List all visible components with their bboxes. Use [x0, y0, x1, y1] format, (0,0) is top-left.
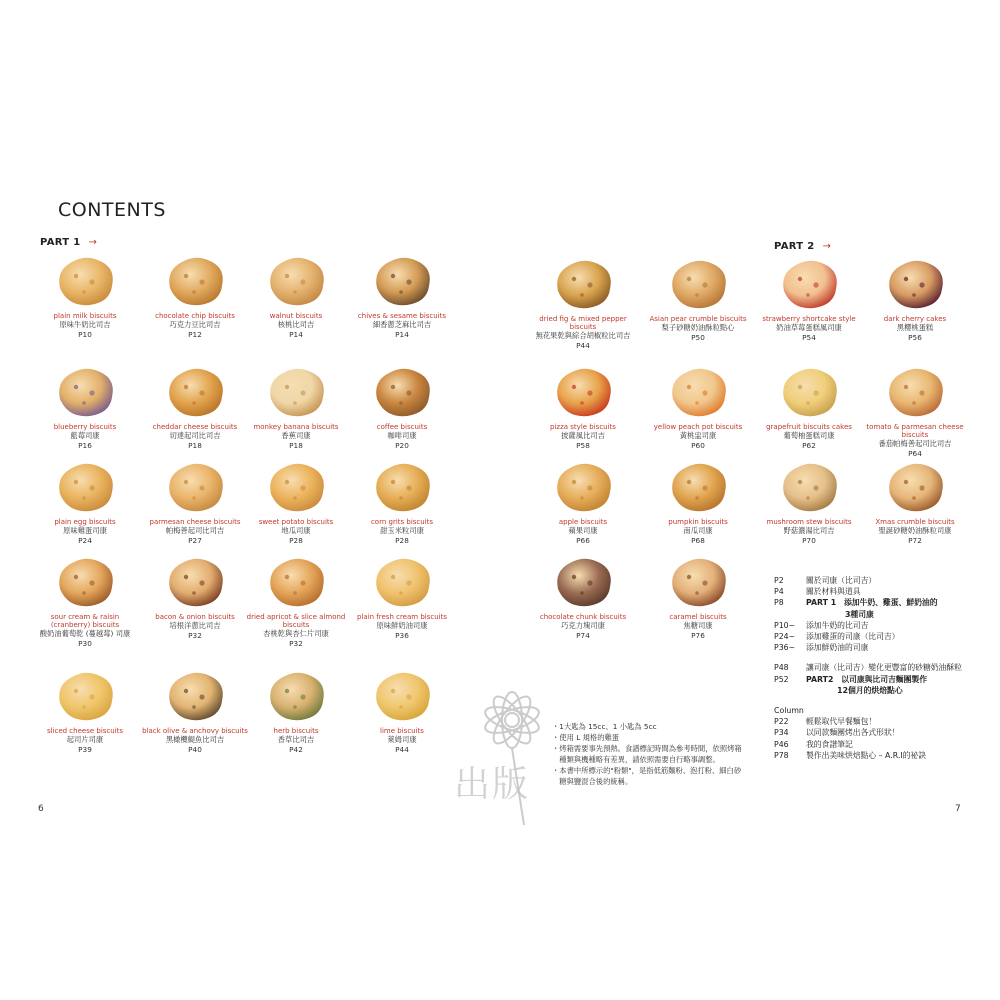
index-page-ref: P10~: [774, 620, 796, 630]
index-row[interactable]: [774, 575, 974, 586]
biscuit-photo: [367, 363, 437, 421]
arrow-right-icon: →: [88, 237, 98, 248]
index-page-ref: P36~: [774, 643, 796, 653]
item-page-number: P66: [576, 536, 590, 545]
biscuit-photo: [160, 363, 230, 421]
index-row[interactable]: [774, 586, 974, 597]
contents-item[interactable]: [528, 553, 638, 641]
item-english-name: dried fig & mixed pepper biscuits: [539, 315, 627, 331]
item-english-name: pumpkin biscuits: [668, 518, 728, 526]
item-english-name: strawberry shortcake style: [762, 315, 856, 323]
item-english-name: plain egg biscuits: [54, 518, 116, 526]
index-row[interactable]: [774, 597, 974, 608]
biscuit-photo: [160, 553, 230, 611]
item-page-number: P32: [188, 631, 202, 640]
index-page-ref: P22: [774, 717, 789, 727]
item-page-number: P76: [691, 631, 705, 640]
item-english-name: corn grits biscuits: [370, 518, 434, 526]
item-english-name: sweet potato biscuits: [258, 518, 334, 526]
biscuit-photo: [261, 458, 331, 516]
index-row[interactable]: [774, 609, 974, 620]
item-page-number: P64: [908, 449, 922, 458]
item-english-name: sliced cheese biscuits: [46, 727, 124, 735]
item-chinese-name: 番茄帕梅善起司比司吉: [878, 439, 952, 448]
item-page-number: P28: [289, 536, 303, 545]
item-english-name: chives & sesame biscuits: [357, 312, 447, 320]
index-spacer: [774, 696, 974, 705]
biscuit-photo: [663, 255, 733, 313]
item-english-name: plain fresh cream biscuits: [357, 613, 447, 621]
item-page-number: P12: [188, 330, 202, 339]
item-page-number: P72: [908, 536, 922, 545]
item-page-number: P62: [802, 441, 816, 450]
item-chinese-name: 杏桃乾與杏仁片司康: [263, 629, 329, 638]
index-title: 輕鬆取代早餐麵包！: [806, 717, 877, 727]
contents-item[interactable]: [528, 363, 638, 451]
contents-item[interactable]: [241, 363, 351, 451]
index-page-ref: P52: [774, 674, 789, 684]
index-page-ref: [774, 685, 806, 696]
item-page-number: P32: [289, 639, 303, 648]
index-spacer: [774, 653, 974, 662]
contents-item[interactable]: [643, 458, 753, 546]
contents-item[interactable]: [860, 255, 970, 343]
item-english-name: black olive & anchovy biscuits: [142, 727, 248, 735]
biscuit-photo: [774, 363, 844, 421]
item-page-number: P56: [908, 333, 922, 342]
biscuit-photo: [774, 255, 844, 313]
item-english-name: parmesan cheese biscuits: [149, 518, 241, 526]
index-row[interactable]: [774, 716, 974, 727]
index-title: 製作出美味烘焙點心 – A.R.I的祕訣: [806, 750, 927, 760]
contents-item[interactable]: [347, 667, 457, 755]
index-title: 我的食譜筆記: [806, 739, 853, 749]
item-chinese-name: 起司片司康: [66, 735, 104, 744]
item-chinese-name: 黃桃盅司康: [679, 431, 717, 440]
index-row[interactable]: [774, 750, 974, 761]
index-page-ref: P2: [774, 576, 784, 585]
item-chinese-name: 地瓜司康: [281, 526, 311, 535]
item-english-name: yellow peach pot biscuits: [653, 423, 743, 431]
item-chinese-name: 原味牛奶比司吉: [59, 320, 111, 329]
item-english-name: chocolate chunk biscuits: [539, 613, 627, 621]
contents-item[interactable]: [30, 553, 140, 649]
item-chinese-name: 原味鮮奶油司康: [376, 621, 428, 630]
index-page-ref: P78: [774, 750, 789, 760]
item-english-name: walnut biscuits: [269, 312, 323, 320]
index-page-ref: P34: [774, 728, 789, 738]
item-chinese-name: 焦糖司康: [683, 621, 713, 630]
item-chinese-name: 蘋果司康: [568, 526, 598, 535]
item-chinese-name: 甜玉米粒司康: [380, 526, 424, 535]
note-line: 糖與鹽混合後的統稱。: [552, 777, 633, 786]
page-number-left: 6: [38, 804, 44, 814]
item-chinese-name: 野菇濃湯比司吉: [783, 526, 835, 535]
item-page-number: P42: [289, 745, 303, 754]
arrow-right-icon: →: [822, 241, 832, 252]
item-page-number: P40: [188, 745, 202, 754]
item-chinese-name: 無花果乾與綜合胡椒粒比司吉: [535, 331, 631, 340]
index-title: PART2 以司康與比司吉麵團製作: [806, 674, 927, 684]
contents-item[interactable]: [140, 458, 250, 546]
index-page-ref: Column: [774, 706, 804, 716]
index-row[interactable]: [774, 685, 974, 696]
contents-item[interactable]: [140, 252, 250, 340]
contents-item[interactable]: [241, 553, 351, 649]
item-page-number: P36: [395, 631, 409, 640]
index-page-ref: P46: [774, 739, 789, 749]
biscuit-photo: [50, 667, 120, 725]
item-page-number: P14: [395, 330, 409, 339]
biscuit-photo: [160, 252, 230, 310]
index-row[interactable]: [774, 674, 974, 685]
index-title: 添加雞蛋的司康（比司吉）: [806, 632, 900, 642]
page-number-right: 7: [955, 804, 961, 814]
index-title: 3種司康: [806, 609, 874, 619]
item-chinese-name: 切達起司比司吉: [169, 431, 221, 440]
index-row[interactable]: [774, 631, 974, 642]
biscuit-photo: [367, 252, 437, 310]
contents-item[interactable]: [754, 363, 864, 451]
item-english-name: plain milk biscuits: [53, 312, 117, 320]
item-english-name: bacon & onion biscuits: [155, 613, 235, 621]
item-page-number: P14: [289, 330, 303, 339]
item-page-number: P44: [395, 745, 409, 754]
item-english-name: mushroom stew biscuits: [766, 518, 852, 526]
note-line: ・烤箱需要事先預熱。食譜標記時間為參考時間，依照烤箱: [552, 744, 742, 753]
item-chinese-name: 原味雞蛋司康: [63, 526, 107, 535]
item-page-number: P18: [188, 441, 202, 450]
index-title: [804, 705, 974, 716]
index-title: 關於司康（比司吉）: [806, 576, 877, 585]
biscuit-photo: [548, 553, 618, 611]
index-row[interactable]: [774, 620, 974, 631]
publisher-watermark: 出版: [454, 764, 531, 805]
biscuit-photo: [367, 458, 437, 516]
item-english-name: apple biscuits: [558, 518, 608, 526]
contents-item[interactable]: [140, 667, 250, 755]
item-page-number: P20: [395, 441, 409, 450]
contents-item[interactable]: [30, 363, 140, 451]
page-title: CONTENTS: [58, 199, 166, 221]
contents-item[interactable]: [860, 363, 970, 459]
item-page-number: P70: [802, 536, 816, 545]
part2-heading: PART 2 →: [774, 241, 832, 252]
index-title: 關於材料與道具: [806, 587, 861, 597]
item-english-name: blueberry biscuits: [53, 423, 117, 431]
item-english-name: pizza style biscuits: [550, 423, 616, 431]
item-chinese-name: 帕梅善起司比司吉: [165, 526, 225, 535]
item-english-name: monkey banana biscuits: [253, 423, 339, 431]
index-title: 讓司康（比司吉）變化更豐富的砂糖奶油酥粒: [806, 663, 962, 673]
contents-item[interactable]: [30, 458, 140, 546]
item-page-number: P54: [802, 333, 816, 342]
item-page-number: P28: [395, 536, 409, 545]
item-page-number: P16: [78, 441, 92, 450]
item-chinese-name: 核桃比司吉: [277, 320, 315, 329]
index-row[interactable]: [774, 705, 974, 716]
contents-item[interactable]: [140, 363, 250, 451]
item-chinese-name: 萊姆司康: [387, 735, 417, 744]
item-chinese-name: 香草比司吉: [277, 735, 315, 744]
biscuit-photo: [663, 458, 733, 516]
item-english-name: sour cream & raisin (cranberry) biscuits: [50, 613, 120, 629]
note-line: ・1大匙為 15cc、1 小匙為 5cc: [552, 722, 657, 731]
item-english-name: lime biscuits: [380, 727, 424, 735]
biscuit-photo: [160, 667, 230, 725]
item-english-name: cheddar cheese biscuits: [152, 423, 238, 431]
contents-item[interactable]: [30, 667, 140, 755]
biscuit-photo: [367, 667, 437, 725]
item-page-number: P39: [78, 745, 92, 754]
contents-item[interactable]: [140, 553, 250, 641]
item-english-name: herb biscuits: [273, 727, 319, 735]
item-english-name: caramel biscuits: [669, 613, 727, 621]
contents-item[interactable]: [528, 255, 638, 351]
biscuit-photo: [50, 363, 120, 421]
note-line: ・使用 L 規格的雞蛋: [552, 733, 620, 742]
contents-item[interactable]: [347, 252, 457, 340]
item-page-number: P30: [78, 639, 92, 648]
biscuit-photo: [261, 553, 331, 611]
contents-item[interactable]: [528, 458, 638, 546]
index-page-ref: [774, 609, 806, 620]
biscuit-photo: [880, 458, 950, 516]
item-page-number: P60: [691, 441, 705, 450]
contents-item[interactable]: [30, 252, 140, 340]
contents-item[interactable]: [241, 667, 351, 755]
contents-item[interactable]: [347, 458, 457, 546]
item-chinese-name: 黑橄欖鯷魚比司吉: [165, 735, 225, 744]
biscuit-photo: [548, 458, 618, 516]
index-title: 添加牛奶的比司吉: [806, 620, 869, 630]
index-title: 12個月的烘焙點心: [806, 685, 903, 695]
biscuit-photo: [261, 252, 331, 310]
item-page-number: P58: [576, 441, 590, 450]
contents-item[interactable]: [860, 458, 970, 546]
contents-item[interactable]: [643, 255, 753, 343]
item-chinese-name: 細香蔥芝麻比司吉: [372, 320, 432, 329]
biscuit-photo: [261, 667, 331, 725]
item-page-number: P74: [576, 631, 590, 640]
contents-item[interactable]: [241, 458, 351, 546]
biscuit-photo: [50, 458, 120, 516]
index-list: [774, 575, 974, 761]
biscuit-photo: [663, 363, 733, 421]
item-chinese-name: 聖誕砂糖奶油酥粒司康: [878, 526, 952, 535]
index-row[interactable]: [774, 662, 974, 673]
index-title: PART 1 添加牛奶、雞蛋、鮮奶油的: [806, 598, 938, 608]
index-page-ref: P24~: [774, 632, 796, 642]
biscuit-photo: [50, 252, 120, 310]
item-chinese-name: 黑櫻桃蛋糕: [896, 323, 934, 332]
biscuit-photo: [367, 553, 437, 611]
index-page-ref: P48: [774, 663, 789, 673]
index-row[interactable]: [774, 642, 974, 653]
item-english-name: dried apricot & slice almond biscuits: [246, 613, 346, 629]
biscuit-photo: [548, 255, 618, 313]
item-chinese-name: 奶油草莓蛋糕風司康: [776, 323, 842, 332]
biscuit-photo: [663, 553, 733, 611]
contents-item[interactable]: [241, 252, 351, 340]
contents-item[interactable]: [754, 458, 864, 546]
item-page-number: P24: [78, 536, 92, 545]
item-chinese-name: 巧克力豆比司吉: [169, 320, 221, 329]
biscuit-photo: [548, 363, 618, 421]
contents-item[interactable]: [347, 553, 457, 641]
item-page-number: P10: [78, 330, 92, 339]
note-line: ・本書中所標示的"粉類"，是指低筋麵粉、泡打粉、細白砂: [552, 766, 742, 775]
item-chinese-name: 培根洋蔥比司吉: [169, 621, 221, 630]
biscuit-photo: [774, 458, 844, 516]
biscuit-photo: [261, 363, 331, 421]
item-chinese-name: 梨子砂糖奶油酥粒點心: [661, 323, 735, 332]
item-page-number: P27: [188, 536, 202, 545]
item-english-name: chocolate chip biscuits: [155, 312, 235, 320]
item-chinese-name: 藍莓司康: [70, 431, 100, 440]
biscuit-photo: [160, 458, 230, 516]
item-chinese-name: 酸奶油葡萄乾 (蔓越莓) 司康: [39, 629, 131, 638]
item-page-number: P50: [691, 333, 705, 342]
biscuit-photo: [880, 363, 950, 421]
item-chinese-name: 香蕉司康: [281, 431, 311, 440]
item-page-number: P44: [576, 341, 590, 350]
item-chinese-name: 咖啡司康: [387, 431, 417, 440]
item-page-number: P18: [289, 441, 303, 450]
notes-block: [552, 721, 762, 787]
biscuit-photo: [50, 553, 120, 611]
item-english-name: dark cherry cakes: [883, 315, 947, 323]
item-chinese-name: 南瓜司康: [683, 526, 713, 535]
index-page-ref: P8: [774, 598, 784, 608]
contents-item[interactable]: [643, 553, 753, 641]
biscuit-photo: [880, 255, 950, 313]
contents-item[interactable]: [347, 363, 457, 451]
contents-item[interactable]: [754, 255, 864, 343]
note-line: 種類與機種略有差異，請依照需要自行略事調整。: [552, 755, 720, 764]
item-english-name: Xmas crumble biscuits: [875, 518, 955, 526]
index-title: 以同款麵團烤出各式形狀！: [806, 728, 900, 738]
item-chinese-name: 披薩風比司吉: [561, 431, 605, 440]
part1-heading: PART 1 →: [40, 237, 98, 248]
item-english-name: grapefruit biscuits cakes: [766, 423, 852, 431]
item-chinese-name: 葡萄柚蛋糕司康: [783, 431, 835, 440]
item-english-name: Asian pear crumble biscuits: [649, 315, 747, 323]
index-row[interactable]: [774, 727, 974, 738]
item-page-number: P68: [691, 536, 705, 545]
item-english-name: coffee biscuits: [376, 423, 428, 431]
index-page-ref: P4: [774, 587, 784, 597]
contents-item[interactable]: [643, 363, 753, 451]
index-row[interactable]: [774, 739, 974, 750]
index-title: 添加鮮奶油的司康: [806, 643, 869, 653]
item-chinese-name: 巧克力塊司康: [561, 621, 605, 630]
item-english-name: tomato & parmesan cheese biscuits: [866, 423, 964, 439]
